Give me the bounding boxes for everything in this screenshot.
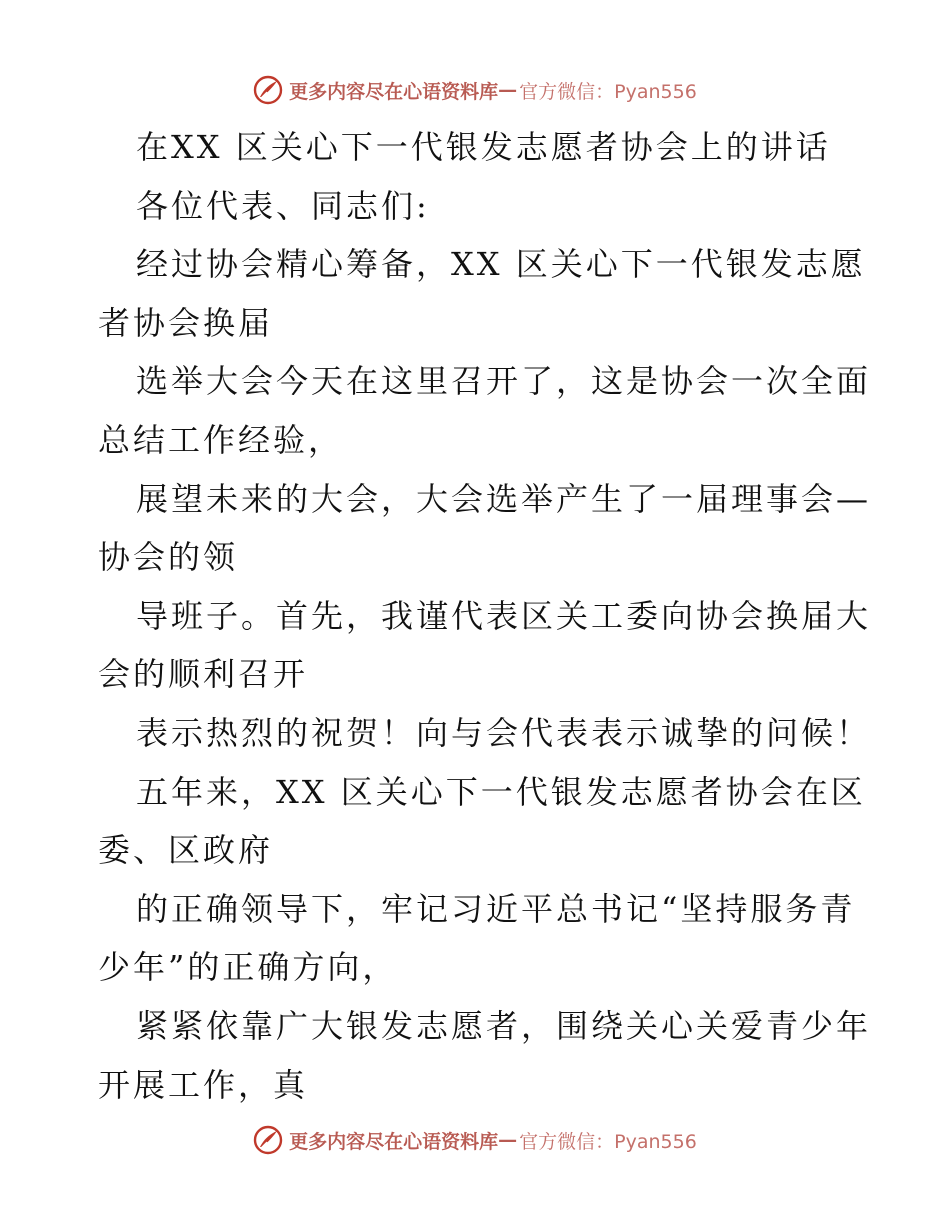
banner-wechat: 官方微信：Pyan556 bbox=[519, 1130, 697, 1153]
text-line: 者协会换届 bbox=[98, 303, 274, 342]
text-line: 五年来，XX 区关心下一代银发志愿者协会在区 bbox=[136, 772, 866, 811]
text-line: 少年”的正确方向， bbox=[98, 948, 398, 987]
quill-logo-icon bbox=[253, 1125, 283, 1155]
text-line: 导班子。首先，我谨代表区关工委向协会换届大 bbox=[136, 596, 872, 635]
header-banner bbox=[0, 70, 950, 110]
text-line: 总结工作经验， bbox=[98, 420, 344, 459]
banner-text: 更多内容尽在心语资料库 bbox=[289, 80, 499, 103]
text-line: 协会的领 bbox=[98, 538, 239, 577]
banner-text: 更多内容尽在心语资料库 bbox=[289, 1130, 499, 1153]
text-line: 选举大会今天在这里召开了，这是协会一次全面 bbox=[136, 362, 872, 401]
text-line: 委、区政府 bbox=[98, 831, 274, 870]
doc-title: 在XX 区关心下一代银发志愿者协会上的讲话 bbox=[136, 128, 831, 166]
footer-banner bbox=[0, 1120, 950, 1160]
banner-dash: — bbox=[498, 1129, 518, 1151]
text-line: 开展工作，真 bbox=[98, 1065, 309, 1104]
banner-wechat: 官方微信：Pyan556 bbox=[519, 80, 697, 103]
text-line: 经过协会精心筹备，XX 区关心下一代银发志愿 bbox=[136, 245, 866, 284]
text-line: 表示热烈的祝贺！向与会代表表示诚挚的问候！ bbox=[136, 713, 872, 752]
text-line: 展望未来的大会，大会选举产生了一届理事会— bbox=[136, 479, 872, 518]
text-line: 紧紧依靠广大银发志愿者，围绕关心关爱青少年 bbox=[136, 1006, 872, 1045]
text-line: 各位代表、同志们: bbox=[136, 186, 430, 225]
quill-logo-icon bbox=[253, 75, 283, 105]
text-line: 的正确领导下，牢记习近平总书记“坚持服务青 bbox=[136, 889, 856, 928]
text-line: 会的顺利召开 bbox=[98, 655, 309, 694]
document-body bbox=[98, 118, 872, 1114]
banner-dash: — bbox=[498, 79, 518, 101]
